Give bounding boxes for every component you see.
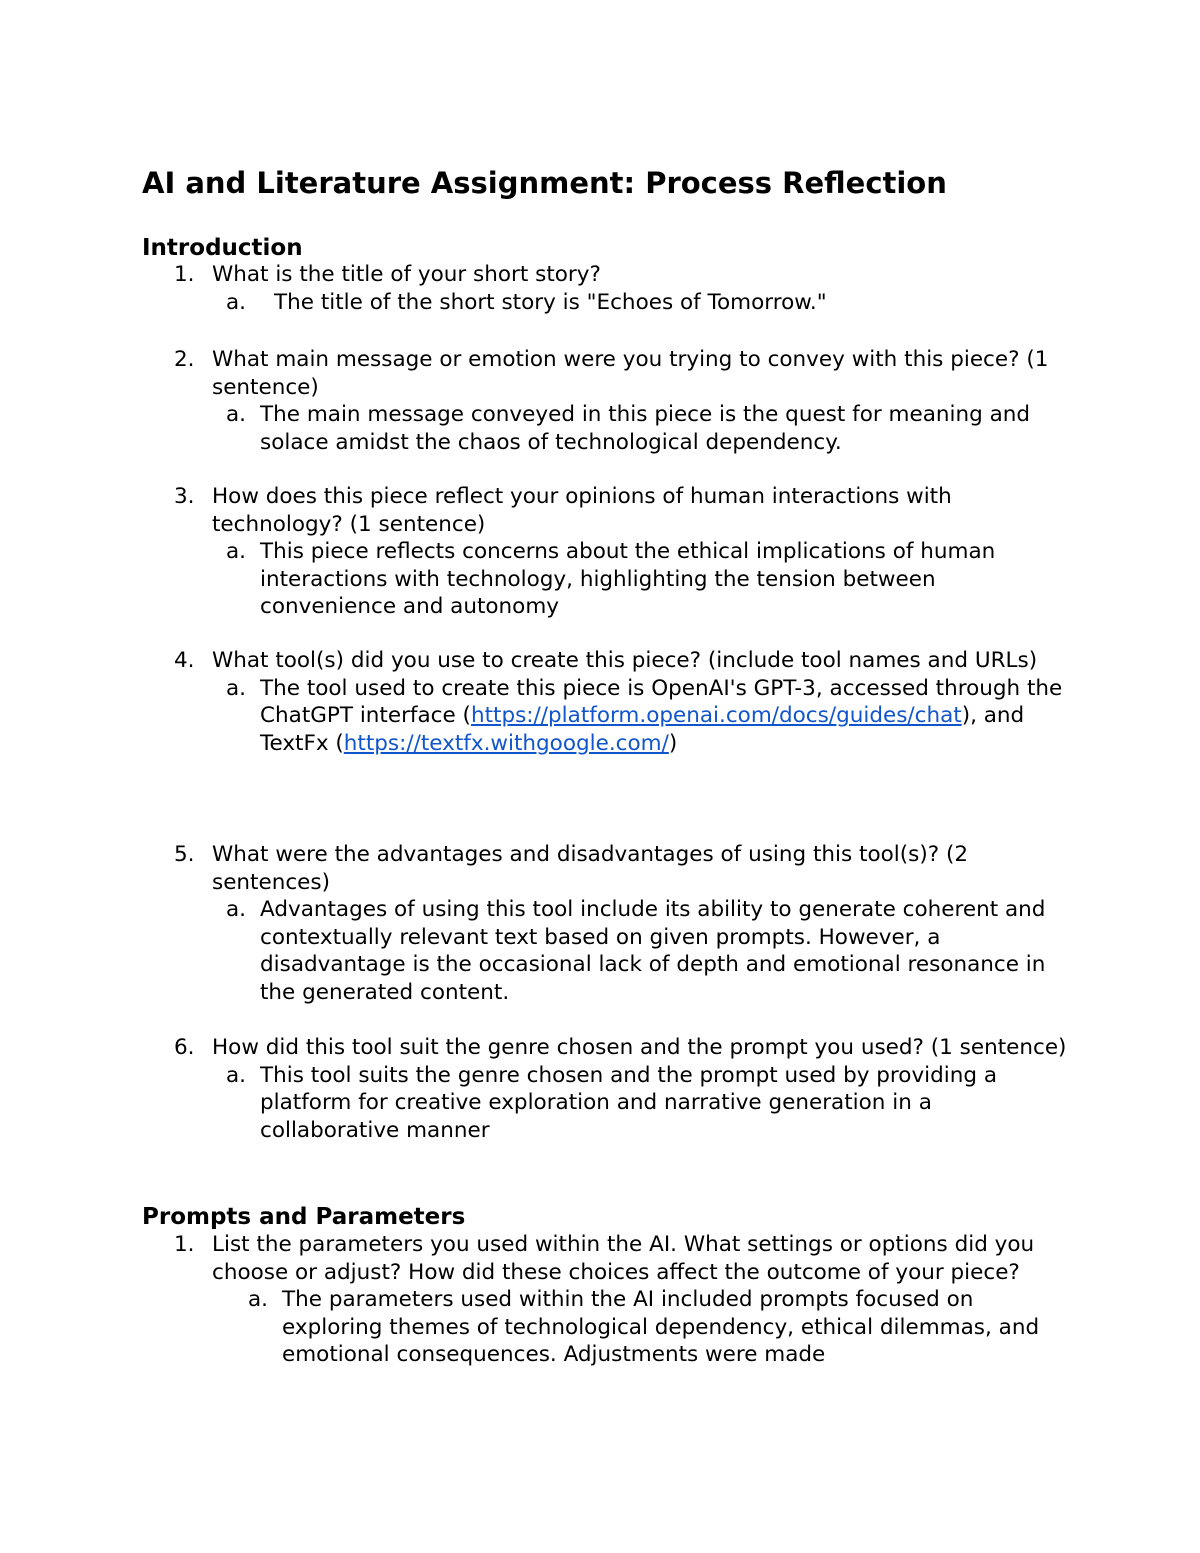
question-text: What is the title of your short story?: [212, 262, 601, 287]
answer-text-part2: ), and TextFx (: [260, 703, 1025, 756]
list-item-question-4: [174, 647, 1074, 757]
answer-text: Advantages of using this tool include its ability to generate coherent and contextually relevant text based on given prompts. However, a disadvantage is the occasional lack of depth and emotional resonance in the generated content.: [260, 897, 1046, 1005]
answer-text: This tool suits the genre chosen and the prompt used by providing a platform for creative exploration and narrative generation in a collaborative manner: [260, 1062, 998, 1143]
answer-letter: a.: [226, 1062, 247, 1088]
answer-item: [226, 401, 1074, 456]
answer-text: The parameters used within the AI included prompts focused on exploring themes of technological dependency, ethical dilemmas, and emotional consequences. Adjustments were made: [282, 1287, 1040, 1367]
answer-letter: a.: [226, 289, 247, 315]
answer-text-part1: The tool used to create this piece is OpenAI's GPT-3, accessed through the ChatGPT interface (: [260, 675, 1063, 728]
list-item-question-1: [174, 261, 1074, 316]
document-title: AI and Literature Assignment: Process Reflection: [142, 166, 947, 200]
answer-item: [226, 1062, 1074, 1145]
list-number: 6.: [174, 1035, 195, 1060]
question-text: How did this tool suit the genre chosen and the prompt you used? (1 sentence): [212, 1035, 1067, 1060]
list-number: 4.: [174, 648, 195, 673]
answer-text: The main message conveyed in this piece is the quest for meaning and solace amidst the chaos of technological dependency.: [260, 402, 1031, 455]
list-number: 3.: [174, 484, 195, 509]
answer-letter: a.: [226, 539, 247, 564]
question-text: What main message or emotion were you trying to convey with this piece? (1 sentence): [212, 347, 1049, 400]
list-item-prompts-question-1: [174, 1231, 1074, 1369]
answer-item: [226, 675, 1074, 758]
answer-item: [248, 1286, 1074, 1369]
list-item-question-6: [174, 1034, 1074, 1144]
section-heading-prompts-parameters: Prompts and Parameters: [142, 1204, 466, 1230]
answer-letter: a.: [248, 1287, 269, 1312]
answer-letter: a.: [226, 897, 247, 922]
answer-text-part3: ): [668, 730, 678, 756]
answer-item: [226, 538, 1074, 621]
answer-item: [226, 896, 1074, 1006]
openai-chat-docs-link[interactable]: https://platform.openai.com/docs/guides/chat: [470, 703, 962, 728]
list-item-question-5: [174, 841, 1074, 1006]
question-text: What tool(s) did you use to create this piece? (include tool names and URLs): [212, 648, 1038, 673]
question-text: What were the advantages and disadvantages of using this tool(s)? (2 sentences): [212, 842, 969, 895]
answer-item: [226, 289, 1074, 317]
question-text: How does this piece reflect your opinions of human interactions with technology? (1 sentence): [212, 484, 952, 537]
question-text: List the parameters you used within the AI. What settings or options did you choose or adjust? How did these choices affect the outcome of your piece?: [212, 1232, 1035, 1285]
list-item-question-2: [174, 346, 1074, 456]
textfx-link[interactable]: https://textfx.withgoogle.com/: [343, 730, 669, 756]
list-number: 1.: [174, 1232, 195, 1257]
list-number: 2.: [174, 347, 195, 372]
answer-text: This piece reflects concerns about the ethical implications of human interactions with technology, highlighting the tension between convenience and autonomy: [260, 539, 996, 619]
answer-letter: a.: [226, 402, 247, 427]
answer-letter: a.: [226, 675, 247, 701]
list-number: 1.: [174, 262, 195, 287]
section-heading-introduction: Introduction: [142, 235, 303, 261]
list-number: 5.: [174, 842, 195, 867]
list-item-question-3: [174, 483, 1074, 621]
answer-text: The title of the short story is "Echoes of Tomorrow.": [274, 289, 827, 315]
